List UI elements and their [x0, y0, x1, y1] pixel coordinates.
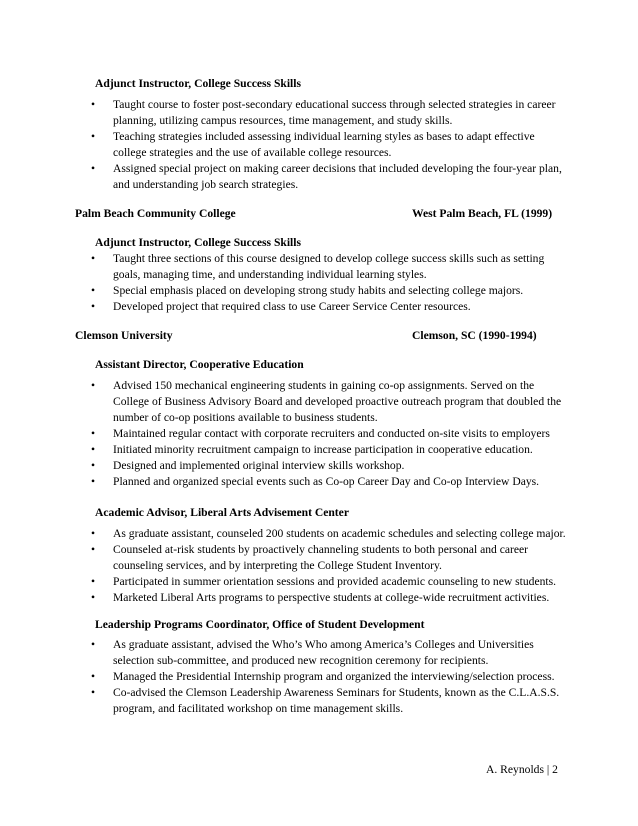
bullet-list — [0, 251, 638, 315]
organization-location: Clemson, SC (1990-1994) — [412, 329, 537, 342]
bullet-icon: • — [91, 300, 96, 313]
bullet-item: • Co-advised the Clemson Leadership Awareness Seminars for Students, known as the C.L.A.S.S. program, and facilitated workshop on time management skills. — [91, 686, 560, 715]
bullet-icon: • — [91, 130, 96, 143]
bullet-item: • Teaching strategies included assessing individual learning styles as bases to adapt effective college strategies and the use of available college resources. — [91, 130, 535, 159]
bullet-icon: • — [91, 475, 96, 488]
bullet-item: • Developed project that required class to use Career Service Center resources. — [91, 300, 471, 313]
bullet-icon: • — [91, 379, 96, 392]
bullet-list — [0, 97, 638, 193]
bullet-item: • As graduate assistant, advised the Who’s Who among America’s Colleges and Universities selection sub-committee, and produced new recognition ceremony for recipients. — [91, 638, 534, 667]
bullet-list — [0, 378, 638, 490]
bullet-icon: • — [91, 527, 96, 540]
bullet-icon: • — [91, 575, 96, 588]
bullet-icon: • — [91, 98, 96, 111]
bullet-item: • Counseled at-risk students by proactively channeling students to both personal and career counseling services, and by interpreting the College Student Inventory. — [91, 543, 529, 572]
bullet-icon: • — [91, 162, 96, 175]
bullet-list — [0, 526, 638, 606]
bullet-item: • Advised 150 mechanical engineering students in gaining co-op assignments. Served on the College of Business Advisory Board and developed proactive outreach program that doubled the number of co-op positions available to business students. — [91, 379, 562, 424]
bullet-icon: • — [91, 591, 96, 604]
role-title: Assistant Director, Cooperative Education — [95, 358, 304, 371]
bullet-icon: • — [91, 252, 96, 265]
bullet-icon: • — [91, 443, 96, 456]
bullet-item: • Managed the Presidential Internship program and organized the interviewing/selection process. — [91, 670, 555, 683]
bullet-item: • Maintained regular contact with corporate recruiters and conducted on-site visits to employers — [91, 427, 550, 440]
page-footer: A. Reynolds | 2 — [486, 763, 558, 776]
bullet-item: • Participated in summer orientation sessions and provided academic counseling to new students. — [91, 575, 557, 588]
bullet-item: • Taught course to foster post-secondary educational success through selected strategies in career planning, utilizing campus resources, time management, and study skills. — [91, 98, 556, 127]
bullet-icon: • — [91, 686, 96, 699]
organization-location: West Palm Beach, FL (1999) — [412, 207, 553, 220]
bullet-icon: • — [91, 638, 96, 651]
role-title: Adjunct Instructor, College Success Skills — [95, 77, 302, 90]
role-title: Academic Advisor, Liberal Arts Advisement Center — [95, 506, 349, 519]
organization-name: Palm Beach Community College — [75, 207, 236, 220]
bullet-item: • Initiated minority recruitment campaign to increase participation in cooperative education. — [91, 443, 533, 456]
bullet-icon: • — [91, 459, 96, 472]
role-title: Adjunct Instructor, College Success Skills — [95, 236, 302, 249]
bullet-item: • Taught three sections of this course designed to develop college success skills such as setting goals, managing time, and understanding individual learning styles. — [91, 252, 545, 281]
bullet-icon: • — [91, 543, 96, 556]
role-title: Leadership Programs Coordinator, Office of Student Development — [95, 618, 425, 631]
bullet-item: • Marketed Liberal Arts programs to perspective students at college-wide recruitment activities. — [91, 591, 550, 604]
bullet-item: • Special emphasis placed on developing strong study habits and selecting college majors. — [91, 284, 524, 297]
bullet-item: • Designed and implemented original interview skills workshop. — [91, 459, 405, 472]
bullet-item: • Assigned special project on making career decisions that included developing the four-year plan, and understanding job search strategies. — [91, 162, 562, 191]
bullet-icon: • — [91, 284, 96, 297]
bullet-item: • Planned and organized special events such as Co-op Career Day and Co-op Interview Days. — [91, 475, 540, 488]
organization-name: Clemson University — [75, 329, 173, 342]
bullet-icon: • — [91, 670, 96, 683]
bullet-icon: • — [91, 427, 96, 440]
bullet-item: • As graduate assistant, counseled 200 students on academic schedules and selecting college major. — [91, 527, 566, 540]
bullet-list — [0, 637, 638, 717]
